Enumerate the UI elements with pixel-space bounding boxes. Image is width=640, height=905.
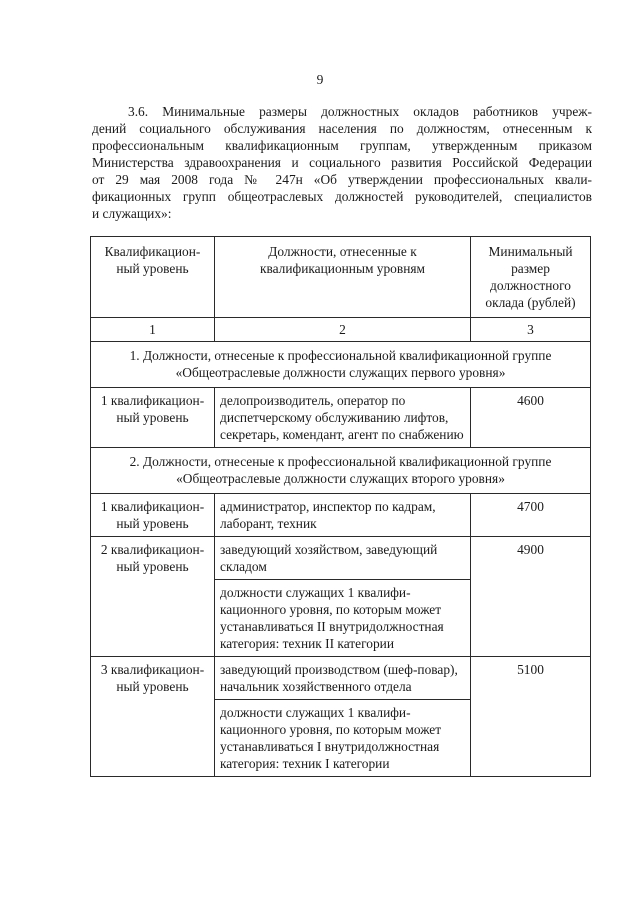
- column-number-row: [91, 318, 591, 342]
- header-positions: Должности, отнесенные к квалификационным уровням: [215, 237, 471, 318]
- header-level: Квалификацион-ный уровень: [91, 237, 215, 318]
- positions-cell: должности служащих 1 квалифи-кационного уровня, по которым может устанавливаться I внутридолжностная категория: техник I категории: [215, 700, 471, 777]
- intro-line: фикационных групп общеотраслевых должностей руководителей, специалистов: [92, 189, 592, 204]
- level-cell: 3 квалификацион-ный уровень: [91, 657, 215, 777]
- salary-cell: 4900: [471, 537, 591, 657]
- level-cell: 1 квалификацион-ный уровень: [91, 388, 215, 448]
- positions-cell: делопроизводитель, оператор по диспетчерскому обслуживанию лифтов, секретарь, комендант, агент по снабжению: [215, 388, 471, 448]
- group-2-title: 2. Должности, отнесеные к профессиональной квалификационной группе «Общеотраслевые должности служащих второго уровня»: [91, 448, 591, 494]
- intro-line: Министерства здравоохранения и социального развития Российской Федерации: [92, 155, 592, 170]
- positions-cell: администратор, инспектор по кадрам, лаборант, техник: [215, 494, 471, 537]
- salary-cell: 5100: [471, 657, 591, 777]
- page-number: 9: [316, 72, 324, 87]
- group-title-row: [91, 342, 591, 388]
- table-row: [91, 494, 591, 537]
- salary-cell: 4700: [471, 494, 591, 537]
- salary-cell: 4600: [471, 388, 591, 448]
- intro-line: 3.6. Минимальные размеры должностных окладов работников учреж-: [128, 104, 592, 119]
- group-1-title: 1. Должности, отнесеные к профессиональной квалификационной группе «Общеотраслевые должности служащих первого уровня»: [91, 342, 591, 388]
- table-row: [91, 537, 591, 580]
- positions-cell: заведующий производством (шеф-повар), начальник хозяйственного отдела: [215, 657, 471, 700]
- table-row: [91, 657, 591, 700]
- intro-line: от 29 мая 2008 года № 247н «Об утверждении профессиональных квали-: [92, 172, 592, 187]
- column-number: 1: [91, 318, 215, 342]
- level-cell: 2 квалификацион-ный уровень: [91, 537, 215, 657]
- qualification-table: [90, 236, 591, 777]
- positions-cell: заведующий хозяйством, заведующий складом: [215, 537, 471, 580]
- positions-cell: должности служащих 1 квалифи-кационного уровня, по которым может устанавливаться II внутридолжностная категория: техник II категории: [215, 580, 471, 657]
- table-header-row: [91, 237, 591, 318]
- intro-paragraph: [92, 103, 592, 222]
- intro-line: профессиональным квалификационным группам, утвержденным приказом: [92, 138, 592, 153]
- column-number: 3: [471, 318, 591, 342]
- level-cell: 1 квалификацион-ный уровень: [91, 494, 215, 537]
- intro-line: и служащих»:: [92, 206, 172, 221]
- column-number: 2: [215, 318, 471, 342]
- header-salary: Минимальный размер должностного оклада (рублей): [471, 237, 591, 318]
- table-row: [91, 388, 591, 448]
- group-title-row: [91, 448, 591, 494]
- intro-line: дений социального обслуживания населения по должностям, отнесенным к: [92, 121, 592, 136]
